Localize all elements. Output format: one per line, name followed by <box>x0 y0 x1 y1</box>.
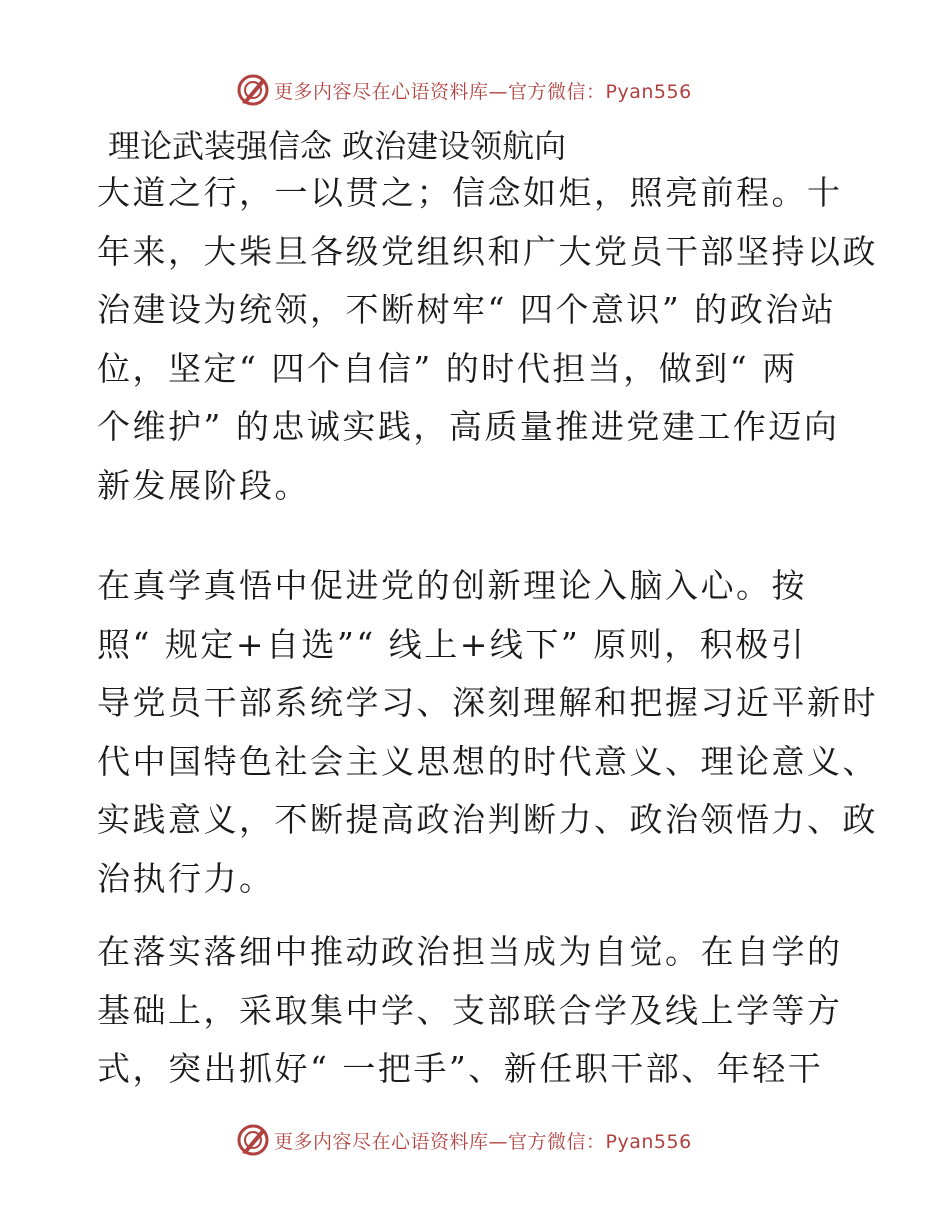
text-line: 在真学真悟中促进党的创新理论入脑入心。按 <box>97 566 807 605</box>
document-title: 理论武装强信念 政治建设领航向 <box>108 127 567 165</box>
text-line: 式，突出抓好“ 一把手”、新任职干部、年轻干 <box>97 1049 824 1088</box>
text-line: 导党员干部系统学习、深刻理解和把握习近平新时 <box>97 683 878 722</box>
paragraph-3 <box>97 923 857 1099</box>
text-line: 照“ 规定+自选”“ 线上+线下” 原则，积极引 <box>97 624 807 664</box>
watermark-text: 更多内容尽在心语资料库—官方微信：Pyan556 <box>274 80 692 103</box>
text-line: 个维护” 的忠诚实践，高质量推进党建工作迈向 <box>97 407 840 446</box>
text-line: 年来，大柴旦各级党组织和广大党员干部坚持以政 <box>97 231 878 271</box>
text-line: 位，坚定“ 四个自信” 的时代担当，做到“ 两 <box>97 348 798 388</box>
text-line: 大道之行，一以贯之；信念如炬，照亮前程。十 <box>97 173 843 212</box>
quill-seal-icon <box>236 73 270 107</box>
text-line: 实践意义，不断提高政治判断力、政治领悟力、政 <box>97 800 878 839</box>
text-line: 新发展阶段。 <box>97 465 310 505</box>
text-line: 基础上，采取集中学、支部联合学及线上学等方 <box>97 990 843 1030</box>
paragraph-2 <box>97 557 878 908</box>
footer-watermark-banner <box>236 1122 692 1158</box>
text-line: 治建设为统领，不断树牢“ 四个意识” 的政治站 <box>97 290 837 329</box>
watermark-text: 更多内容尽在心语资料库—官方微信：Pyan556 <box>274 1130 692 1153</box>
header-watermark-banner <box>236 72 692 108</box>
text-line: 在落实落细中推动政治担当成为自觉。在自学的 <box>97 932 843 971</box>
text-line: 代中国特色社会主义思想的时代意义、理论意义、 <box>97 741 878 781</box>
text-line: 治执行力。 <box>97 858 275 898</box>
paragraph-1 <box>97 164 878 515</box>
quill-seal-icon <box>236 1123 270 1157</box>
